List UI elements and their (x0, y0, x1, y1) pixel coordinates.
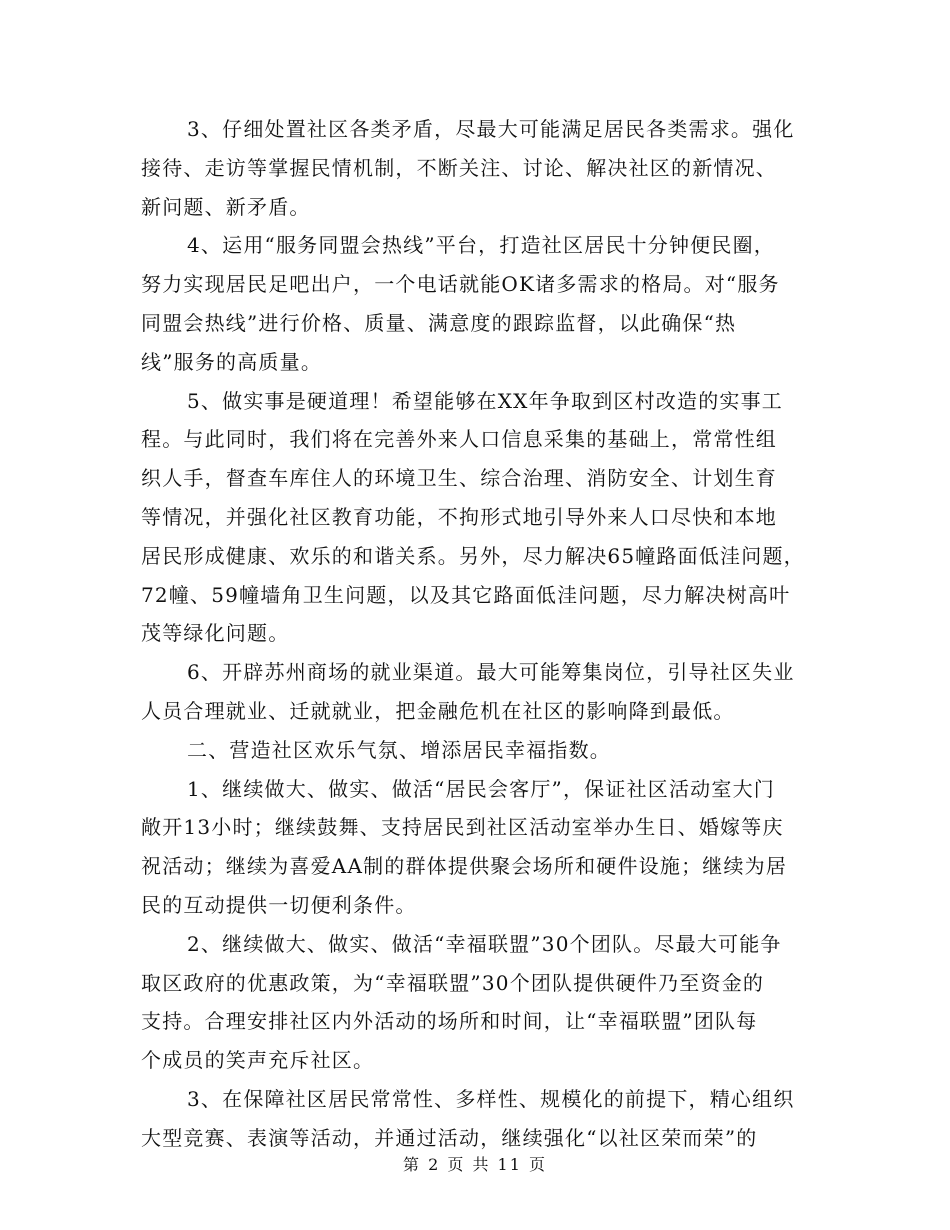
text-line: 72幢、59幢墙角卫生问题，以及其它路面低洼问题，尽力解决树高叶 (141, 582, 791, 607)
document-body (141, 110, 813, 1158)
text-line: 5、做实事是硬道理！希望能够在XX年争取到区村改造的实事工 (187, 388, 784, 413)
text-line: 二、营造社区欢乐气氛、增添居民幸福指数。 (187, 737, 611, 762)
text-line: 新问题、新矛盾。 (141, 194, 311, 219)
text-line: 茂等绿化问题。 (141, 621, 290, 646)
text-line: 6、开辟苏州商场的就业渠道。最大可能筹集岗位，引导社区失业 (187, 660, 795, 685)
text-line: 人员合理就业、迁就就业，把金融危机在社区的影响降到最低。 (141, 698, 735, 723)
text-line: 程。与此同时，我们将在完善外来人口信息采集的基础上，常常性组 (141, 427, 777, 452)
text-line: 4、运用“服务同盟会热线”平台，打造社区居民十分钟便民圈， (187, 233, 775, 258)
text-line: 接待、走访等掌握民情机制，不断关注、讨论、解决社区的新情况、 (141, 155, 777, 180)
text-line: 敞开13小时；继续鼓舞、支持居民到社区活动室举办生日、婚嫁等庆 (141, 815, 784, 840)
text-line: 居民形成健康、欢乐的和谐关系。另外，尽力解决65幢路面低洼问题， (141, 543, 805, 568)
text-line: 努力实现居民足吧出户，一个电话就能OK诸多需求的格局。对“服务 (141, 272, 780, 297)
text-line: 织人手，督查车库住人的环境卫生、综合治理、消防安全、计划生育 (141, 466, 777, 491)
text-line: 3、在保障社区居民常常性、多样性、规模化的前提下，精心组织 (187, 1086, 795, 1111)
text-line: 个成员的笑声充斥社区。 (141, 1048, 375, 1073)
text-line: 1、继续做大、做实、做活“居民会客厅”，保证社区活动室大门 (187, 776, 775, 801)
text-line: 线”服务的高质量。 (141, 349, 323, 374)
page-footer: 第 2 页 共 11 页 (403, 1155, 547, 1174)
text-line: 2、继续做大、做实、做活“幸福联盟”30个团队。尽最大可能争 (187, 931, 782, 956)
text-line: 大型竞赛、表演等活动，并通过活动，继续强化“以社区荣而荣”的 (141, 1125, 758, 1150)
text-line: 同盟会热线”进行价格、质量、满意度的跟踪监督，以此确保“热 (141, 310, 737, 335)
text-line: 取区政府的优惠政策，为“幸福联盟”30个团队提供硬件乃至资金的 (141, 970, 765, 995)
text-line: 祝活动；继续为喜爱AA制的群体提供聚会场所和硬件设施；继续为居 (141, 854, 788, 879)
text-line: 3、仔细处置社区各类矛盾，尽最大可能满足居民各类需求。强化 (187, 117, 795, 141)
text-line: 等情况，并强化社区教育功能，不拘形式地引导外来人口尽快和本地 (141, 504, 777, 529)
text-line: 支持。合理安排社区内外活动的场所和时间，让“幸福联盟”团队每 (141, 1009, 758, 1034)
text-line: 民的互动提供一切便利条件。 (141, 892, 417, 917)
